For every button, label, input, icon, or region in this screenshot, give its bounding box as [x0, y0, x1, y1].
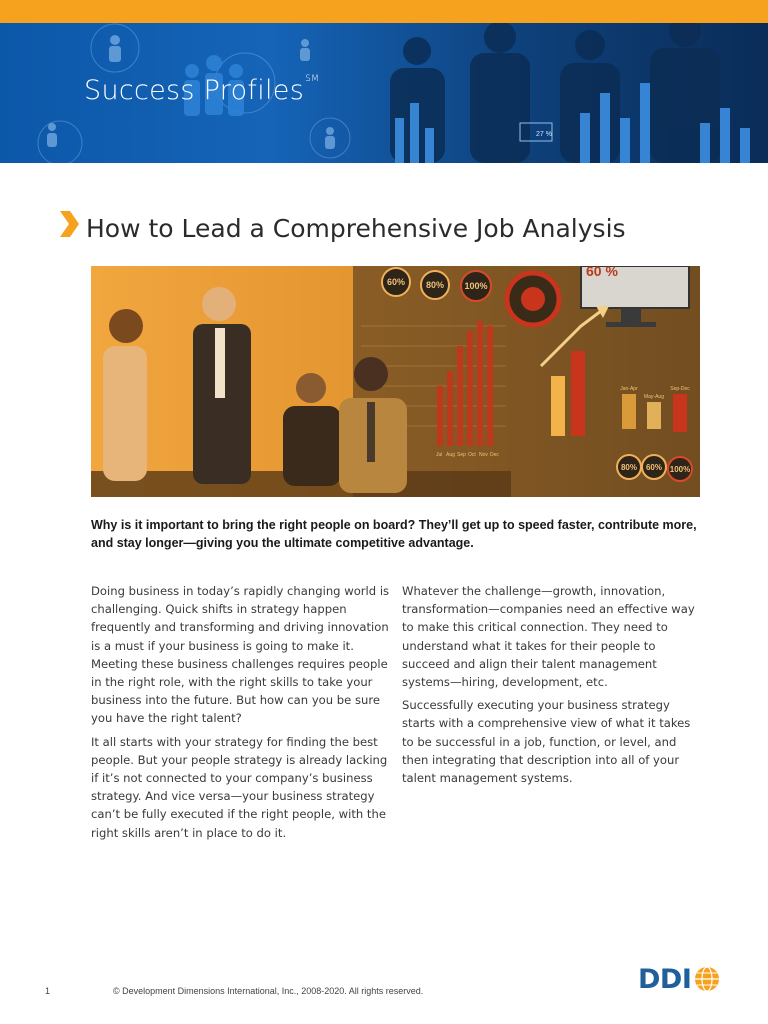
body-paragraph: Doing business in today’s rapidly changing world is challenging. Quick shifts in strategy happen frequently and transforming and driving innovation is a must if your business is going to make it. Meeting these business challenges requires people in the right role, with the right skills to take your business into the future. But how can you be sure you have the right talent? — [91, 584, 390, 726]
body-column-right — [402, 582, 702, 792]
hero-image — [91, 266, 700, 497]
gauge-label: 80% — [425, 280, 445, 290]
monitor-text: 60 % — [586, 266, 618, 279]
brand-title — [84, 75, 319, 106]
top-accent-stripe — [0, 0, 768, 23]
month-label: Dec — [490, 452, 499, 458]
coin-label: Sep-Dec — [670, 386, 690, 392]
month-label: Aug — [446, 452, 455, 458]
gauge-label: 80% — [620, 463, 638, 472]
gauge-label: 100% — [464, 281, 488, 291]
page-title: How to Lead a Comprehensive Job Analysis — [86, 214, 626, 243]
month-label: Nov — [479, 452, 488, 458]
banner-badge: 27 % — [536, 131, 552, 138]
header-banner — [0, 23, 768, 163]
body-paragraph: It all starts with your strategy for finding the best people. But your people strategy is already lacking if it’s not connected to your company’s business strategy. And vice versa—your business strategy can’t be fully executed if the right people, with the right skills aren’t in place to do it. — [91, 734, 388, 840]
body-paragraph: Whatever the challenge—growth, innovation, transformation—companies need an effective way to make this critical connection. They need to understand what it takes for their people to succeed and align their talent management systems—hiring, development, etc. — [402, 584, 695, 690]
hero-illustration — [91, 266, 700, 497]
gauge-label: 60% — [386, 277, 406, 287]
coin-label: May-Aug — [643, 394, 665, 400]
brand-title-text: Success Profiles — [84, 75, 305, 106]
logo-text: DDI — [638, 964, 692, 995]
month-label: Oct — [468, 452, 476, 458]
body-paragraph: Successfully executing your business strategy starts with a comprehensive view of what it takes to be successful in a job, function, or level, and then integrating that description into all of your talent management systems. — [402, 698, 691, 786]
month-label: Sep — [457, 452, 466, 458]
body-column-left — [91, 582, 391, 847]
copyright-notice: © Development Dimensions International, Inc., 2008-2020. All rights reserved. — [113, 986, 424, 996]
gauge-label: 100% — [669, 465, 691, 474]
intro-text: Why is it important to bring the right people on board? They’ll get up to speed faster, contribute more, and stay longer—giving you the ultimate competitive advantage. — [91, 518, 697, 550]
month-label: Jul — [436, 452, 443, 458]
chevron-right-icon — [58, 209, 80, 239]
coin-label: Jan-Apr — [620, 386, 638, 392]
globe-icon — [693, 965, 721, 993]
service-mark: SM — [305, 74, 320, 84]
page-number: 1 — [45, 986, 51, 996]
gauge-label: 60% — [645, 463, 663, 472]
